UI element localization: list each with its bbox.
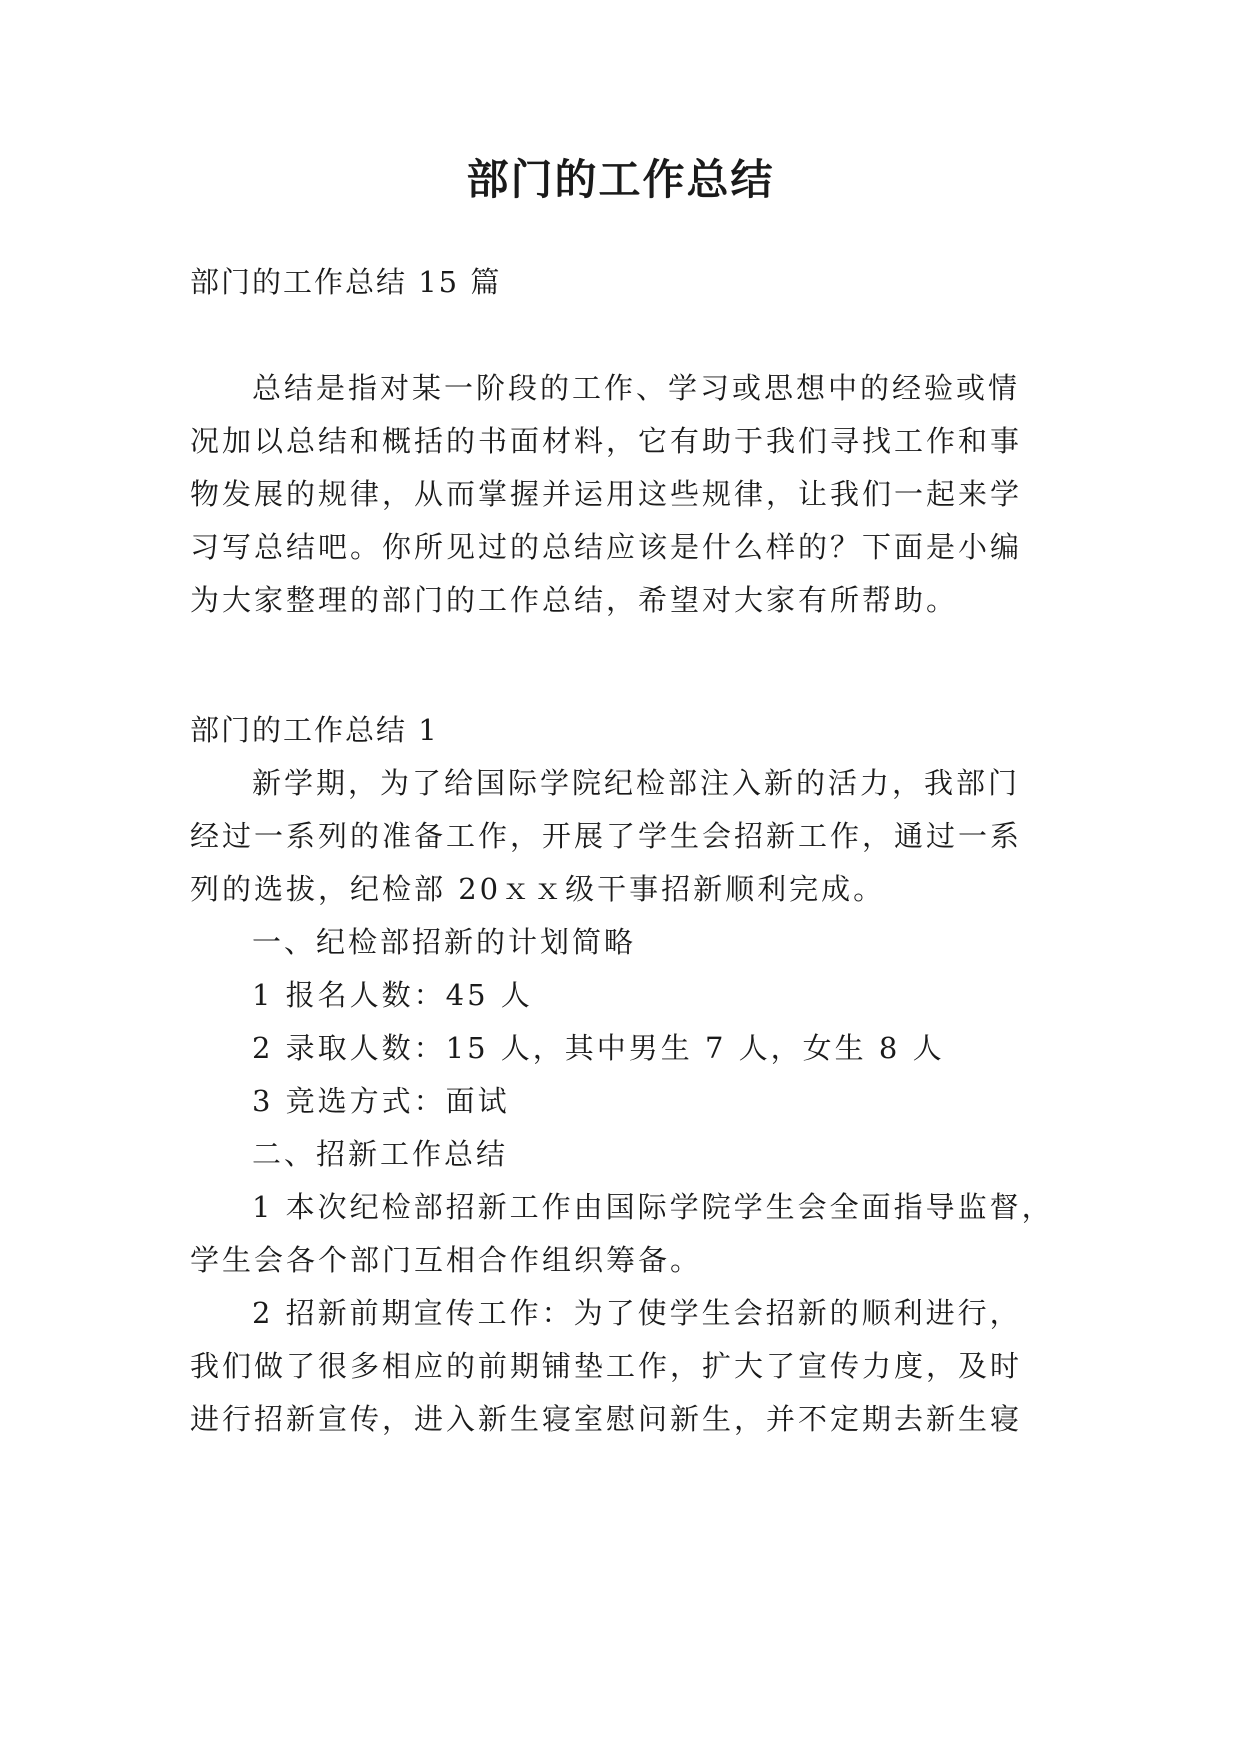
document-title: 部门的工作总结	[466, 155, 775, 204]
body-line: 新学期，为了给国际学院纪检部注入新的活力，我部门	[252, 766, 1021, 800]
section-heading: 部门的工作总结 1	[190, 713, 439, 747]
body-line: 一、纪检部招新的计划简略	[252, 925, 637, 959]
intro-line: 习写总结吧。你所见过的总结应该是什么样的？下面是小编	[190, 530, 1023, 564]
body-line: 3 竞选方式：面试	[252, 1084, 510, 1118]
intro-line: 为大家整理的部门的工作总结，希望对大家有所帮助。	[190, 583, 959, 617]
document-subtitle: 部门的工作总结 15 篇	[190, 265, 502, 299]
body-line: 1 本次纪检部招新工作由国际学院学生会全面指导监督，	[252, 1190, 1054, 1224]
body-line: 2 录取人数：15 人，其中男生 7 人，女生 8 人	[252, 1031, 945, 1065]
body-line: 2 招新前期宣传工作：为了使学生会招新的顺利进行，	[252, 1296, 1022, 1330]
body-line: 我们做了很多相应的前期铺垫工作，扩大了宣传力度，及时	[190, 1349, 1023, 1383]
intro-line: 况加以总结和概括的书面材料，它有助于我们寻找工作和事	[190, 424, 1023, 458]
intro-line: 物发展的规律，从而掌握并运用这些规律，让我们一起来学	[190, 477, 1023, 511]
body-line: 进行招新宣传，进入新生寝室慰问新生，并不定期去新生寝	[190, 1402, 1023, 1436]
intro-line: 总结是指对某一阶段的工作、学习或思想中的经验或情	[252, 371, 1021, 405]
body-line: 二、招新工作总结	[252, 1137, 509, 1171]
body-line: 学生会各个部门互相合作组织筹备。	[190, 1243, 703, 1277]
body-line: 1 报名人数：45 人	[252, 978, 533, 1012]
body-line: 经过一系列的准备工作，开展了学生会招新工作，通过一系	[190, 819, 1023, 853]
body-line: 列的选拔，纪检部 20ｘｘ级干事招新顺利完成。	[190, 872, 886, 906]
